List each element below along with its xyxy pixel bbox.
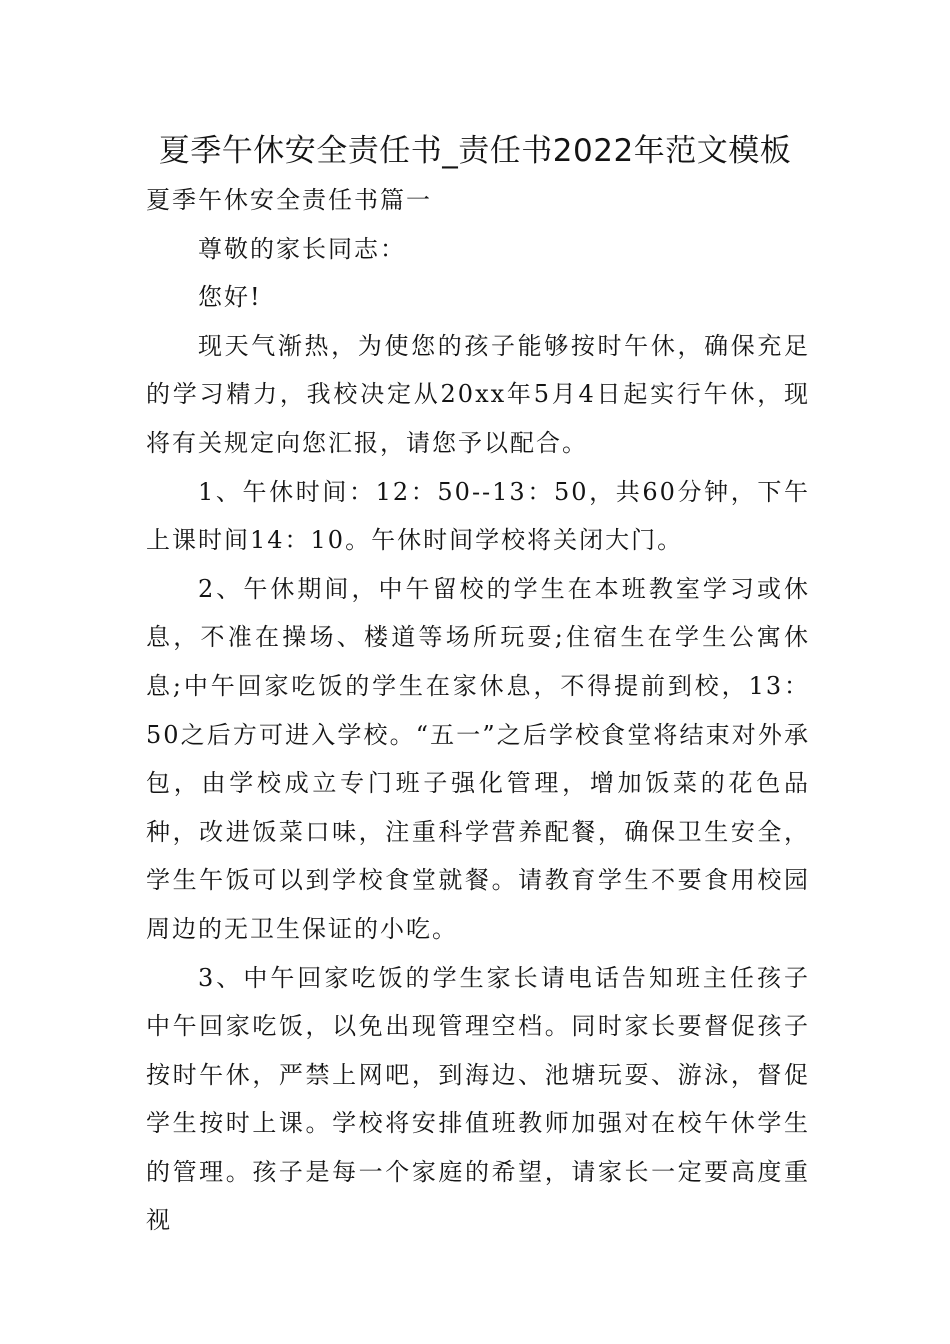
document-title: 夏季午休安全责任书_责任书2022年范文模板 <box>158 133 792 169</box>
rule-paragraph-1: 1、午休时间：12：50--13：50，共60分钟，下午上课时间14：10。午休时间学校将关闭大门。 <box>146 477 810 555</box>
section-heading: 夏季午休安全责任书篇一 <box>146 186 432 214</box>
intro-paragraph: 现天气渐热，为使您的孩子能够按时午休，确保充足的学习精力，我校决定从20xx年5月4日起实行午休，现将有关规定向您汇报，请您予以配合。 <box>146 331 810 457</box>
rule-paragraph-2: 2、午休期间，中午留校的学生在本班教室学习或休息，不准在操场、楼道等场所玩耍;住宿生在学生公寓休息;中午回家吃饭的学生在家休息，不得提前到校，13：50之后方可进入学校。“五一”之后学校食堂将结束对外承包，由学校成立专门班子强化管理，增加饭菜的花色品种，改进饭菜口味，注重科学营养配餐，确保卫生安全，学生午饭可以到学校食堂就餐。请教育学生不要食用校园周边的无卫生保证的小吃。 <box>146 574 810 943</box>
rule-paragraph-3: 3、中午回家吃饭的学生家长请电话告知班主任孩子中午回家吃饭，以免出现管理空档。同时家长要督促孩子按时午休，严禁上网吧，到海边、池塘玩耍、游泳，督促学生按时上课。学校将安排值班教师加强对在校午休学生的管理。孩子是每一个家庭的希望，请家长一定要高度重视 <box>146 963 810 1235</box>
document-body <box>146 176 810 1245</box>
greeting: 您好! <box>198 283 262 312</box>
salutation: 尊敬的家长同志： <box>198 234 406 263</box>
